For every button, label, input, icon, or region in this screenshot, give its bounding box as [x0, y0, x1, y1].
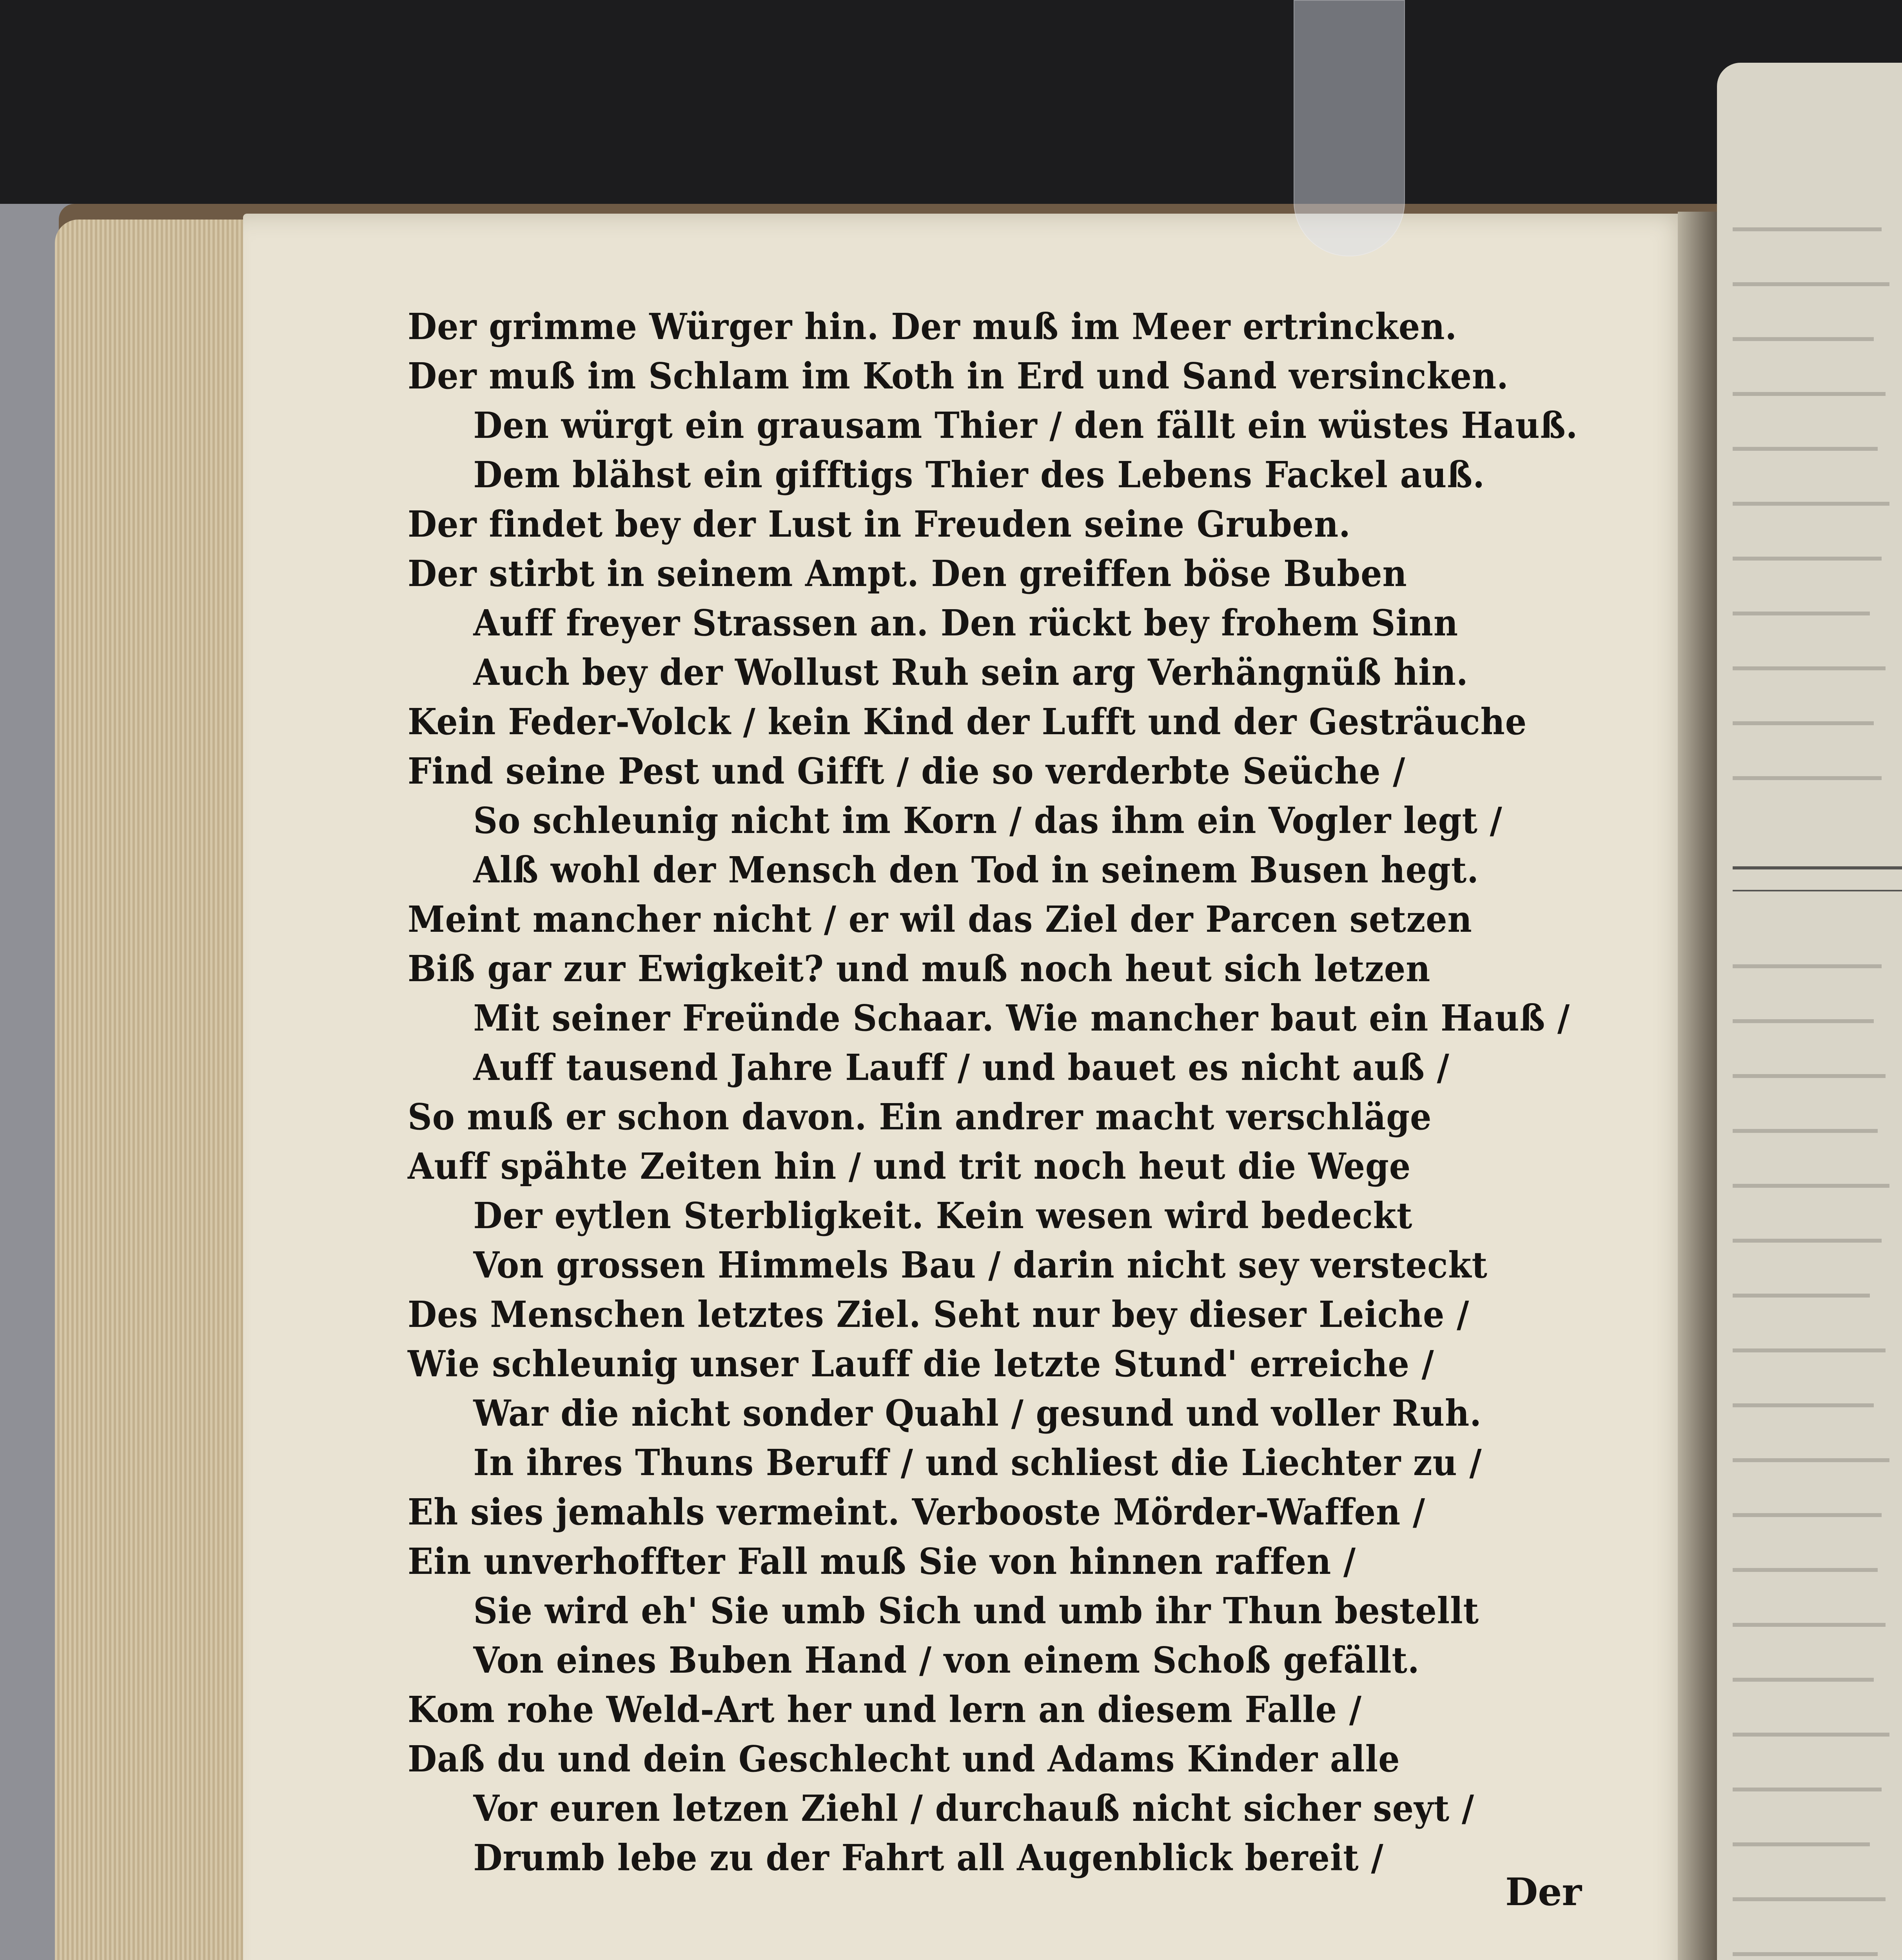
verse-line: Daß du und dein Geschlecht und Adams Kinder alle: [408, 1738, 1400, 1780]
text-line: [1733, 227, 1882, 231]
verse-line: Der muß im Schlam im Koth in Erd und Sand versincken.: [408, 355, 1509, 397]
verse-line: Find seine Pest und Gifft / die so verderbte Seüche /: [408, 750, 1406, 792]
verse-line: Wie schleunig unser Lauff die letzte Stund' erreiche /: [408, 1343, 1434, 1385]
text-line: [1733, 721, 1874, 725]
verse-line: So muß er schon davon. Ein andrer macht verschläge: [408, 1096, 1432, 1138]
verse-line: Sie wird eh' Sie umb Sich und umb ihr Thun bestellt: [473, 1590, 1479, 1632]
verse-line: Kein Feder-Volck / kein Kind der Lufft und der Gesträuche: [408, 701, 1527, 743]
verse-line: Des Menschen letztes Ziel. Seht nur bey dieser Leiche /: [408, 1293, 1470, 1336]
text-line: [1733, 1897, 1886, 1901]
rule-line: [1733, 890, 1902, 891]
verse-line: So schleunig nicht im Korn / das ihm ein Vogler legt /: [473, 799, 1503, 842]
verse-line: In ihres Thuns Beruff / und schliest die Liechter zu /: [473, 1441, 1482, 1484]
verse-line: Eh sies jemahls vermeint. Verbooste Mörder-Waffen /: [408, 1491, 1426, 1533]
text-line: [1733, 1568, 1878, 1572]
poem-text: [408, 302, 1642, 1882]
verse-line: Der stirbt in seinem Ampt. Den greiffen böse Buben: [408, 552, 1407, 595]
text-line: [1733, 1952, 1878, 1956]
text-line: [1733, 1348, 1886, 1352]
verse-line: Auch bey der Wollust Ruh sein arg Verhängnüß hin.: [473, 651, 1468, 693]
verse-line: Der grimme Würger hin. Der muß im Meer ertrincken.: [408, 305, 1457, 348]
verse-line: Den würgt ein grausam Thier / den fällt ein wüstes Hauß.: [473, 404, 1578, 446]
text-line: [1733, 282, 1889, 286]
text-line: [1733, 392, 1886, 396]
text-line: [1733, 1623, 1886, 1627]
text-line: [1733, 776, 1882, 780]
verse-line: Von grossen Himmels Bau / darin nicht sey versteckt: [473, 1244, 1488, 1286]
verse-line: Von eines Buben Hand / von einem Schoß gefällt.: [473, 1639, 1420, 1681]
verse-line: Drumb lebe zu der Fahrt all Augenblick bereit /: [473, 1837, 1384, 1879]
verse-line: Auff spähte Zeiten hin / und trit noch heut die Wege: [408, 1145, 1411, 1187]
text-line: [1733, 1788, 1882, 1791]
rule-line: [1733, 866, 1902, 869]
text-line: [1733, 1019, 1874, 1023]
text-line: [1733, 1842, 1870, 1846]
verse-line: Biß gar zur Ewigkeit? und muß noch heut sich letzen: [408, 947, 1431, 990]
verse-line: Der findet bey der Lust in Freuden seine Gruben.: [408, 503, 1351, 545]
text-line: [1733, 612, 1870, 615]
verse-line: Kom rohe Weld-Art her und lern an diesem Falle /: [408, 1688, 1362, 1731]
verse-line: Mit seiner Freünde Schaar. Wie mancher baut ein Hauß /: [473, 997, 1570, 1039]
verse-line: Auff tausend Jahre Lauff / und bauet es nicht auß /: [473, 1046, 1450, 1089]
verse-line: Meint mancher nicht / er wil das Ziel der Parcen setzen: [408, 898, 1472, 940]
text-line: [1733, 447, 1878, 451]
verse-line: War die nicht sonder Quahl / gesund und voller Ruh.: [473, 1392, 1482, 1434]
text-line: [1733, 1458, 1889, 1462]
verse-line: Vor euren letzen Ziehl / durchauß nicht sicher seyt /: [473, 1787, 1475, 1829]
text-line: [1733, 337, 1874, 341]
text-line: [1733, 666, 1886, 670]
text-line: [1733, 557, 1882, 561]
text-line: [1733, 1403, 1874, 1407]
page-edges: [55, 220, 259, 1960]
text-line: [1733, 1129, 1878, 1133]
text-line: [1733, 1733, 1889, 1737]
text-line: [1733, 964, 1882, 968]
catchword: Der: [1505, 1870, 1582, 1914]
book-strap-top: [1294, 0, 1405, 256]
verse-line: Dem blähst ein gifftigs Thier des Lebens Fackel auß.: [473, 454, 1485, 496]
text-line: [1733, 1294, 1870, 1298]
right-page-partial: [1717, 63, 1902, 1960]
text-line: [1733, 1513, 1882, 1517]
verse-line: Ein unverhoffter Fall muß Sie von hinnen raffen /: [408, 1540, 1356, 1583]
text-line: [1733, 1239, 1882, 1243]
text-line: [1733, 1184, 1889, 1188]
verse-line: Auff freyer Strassen an. Den rückt bey frohem Sinn: [473, 602, 1459, 644]
text-line: [1733, 502, 1889, 506]
verse-line: Der eytlen Sterbligkeit. Kein wesen wird bedeckt: [473, 1194, 1413, 1237]
verse-line: Alß wohl der Mensch den Tod in seinem Busen hegt.: [473, 849, 1479, 891]
text-line: [1733, 1678, 1874, 1682]
text-line: [1733, 1074, 1886, 1078]
